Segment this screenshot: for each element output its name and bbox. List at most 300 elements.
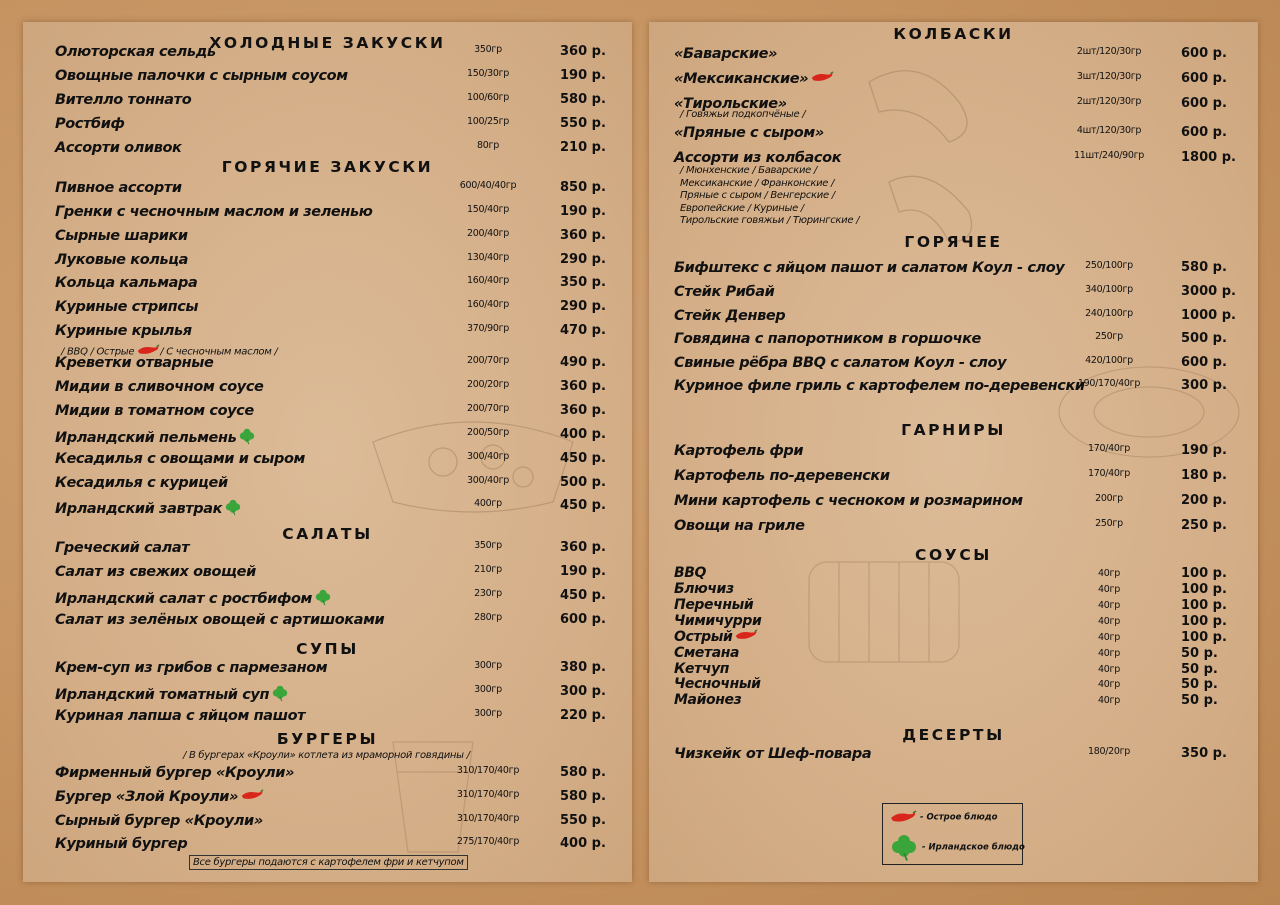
menu-item [23, 538, 632, 560]
menu-item-price: 290 р. [560, 299, 606, 314]
menu-item [23, 90, 632, 112]
menu-item [23, 114, 632, 136]
menu-item-name [674, 645, 739, 661]
menu-item-price: 350 р. [560, 275, 606, 290]
menu-item-weight: 240/100гр [1085, 308, 1133, 319]
menu-item-name-text: Стейк Рибай [674, 284, 775, 300]
menu-item-name-text: Картофель по-деревенски [674, 468, 890, 484]
menu-item-price: 600 р. [1181, 355, 1227, 370]
menu-item-price: 600 р. [1181, 96, 1227, 111]
menu-item-name-text: Кесадилья с овощами и сыром [55, 451, 306, 467]
menu-item-weight: 350гр [474, 540, 502, 551]
menu-item-price: 500 р. [1181, 331, 1227, 346]
menu-item-price: 290 р. [560, 252, 606, 267]
menu-item-name-text: Салат из свежих овощей [55, 564, 256, 580]
section-heading: ДЕСЕРТЫ [902, 726, 1005, 744]
menu-item-weight: 40гр [1098, 584, 1120, 595]
menu-item [649, 44, 1258, 66]
menu-item [23, 377, 632, 399]
menu-item-name [674, 661, 729, 677]
menu-item-name [674, 676, 761, 692]
menu-item-weight: 300/40гр [466, 475, 510, 486]
menu-item-name [674, 308, 785, 324]
menu-item [23, 496, 632, 518]
menu-item [23, 811, 632, 833]
menu-item-name-text: Гренки с чесночным маслом и зеленью [55, 204, 373, 220]
menu-item [649, 282, 1258, 304]
menu-item [23, 610, 632, 632]
chili-icon [136, 344, 160, 359]
menu-item-weight: 40гр [1098, 600, 1120, 611]
menu-item-name [674, 150, 841, 166]
section-heading: ХОЛОДНЫЕ ЗАКУСКИ [209, 34, 446, 52]
menu-item [23, 449, 632, 471]
menu-item-price: 360 р. [560, 228, 606, 243]
menu-item-price: 600 р. [1181, 46, 1227, 61]
menu-item-price: 550 р. [560, 116, 606, 131]
menu-item [649, 376, 1258, 398]
menu-item-price: 1000 р. [1181, 308, 1236, 323]
menu-item-name-text: Сырный бургер «Кроули» [55, 813, 263, 829]
menu-item-weight: 300гр [474, 684, 502, 695]
menu-item-name-text: Мидии в сливочном соусе [55, 379, 264, 395]
menu-item-price: 100 р. [1181, 566, 1227, 581]
menu-item-name [55, 427, 256, 449]
menu-item-weight: 130/40гр [466, 252, 510, 263]
menu-item-name-text: Чимичурри [674, 613, 762, 629]
menu-item-name [55, 564, 256, 580]
menu-item-price: 190 р. [560, 68, 606, 83]
menu-item-weight: 200/40гр [466, 228, 510, 239]
menu-item-price: 360 р. [560, 379, 606, 394]
menu-item [23, 178, 632, 200]
menu-item-name [674, 613, 761, 629]
menu-item-name-text: Свиные рёбра BBQ с салатом Коул - слоу [674, 355, 1007, 371]
menu-item-name-text: Креветки отварные [55, 355, 214, 371]
menu-item-price: 550 р. [560, 813, 606, 828]
menu-item-price: 300 р. [560, 684, 606, 699]
menu-item-price: 400 р. [560, 836, 606, 851]
menu-item [649, 306, 1258, 328]
menu-item [23, 562, 632, 584]
menu-item-name-text: «Мексиканские» [674, 71, 809, 87]
menu-item-price: 250 р. [1181, 518, 1227, 533]
menu-item-weight: 40гр [1098, 568, 1120, 579]
menu-item-name-text: Куриный бургер [55, 836, 188, 852]
assorti-note-line: Тирольские говяжьи / Тюрингские / [680, 215, 860, 226]
menu-item [23, 682, 632, 704]
menu-item-price: 200 р. [1181, 493, 1227, 508]
section-heading: СОУСЫ [915, 546, 992, 564]
menu-item-name-text: Сырные шарики [55, 228, 188, 244]
menu-item-name [674, 493, 1023, 509]
menu-item-weight: 310/170/40гр [456, 789, 520, 800]
menu-item-name-text: Луковые кольца [55, 252, 188, 268]
menu-item-name-text: Вителло тоннато [55, 92, 192, 108]
menu-item-weight: 300/40гр [466, 451, 510, 462]
menu-item-price: 380 р. [560, 660, 606, 675]
menu-item [649, 516, 1258, 538]
menu-item-name [55, 660, 327, 676]
menu-item [23, 425, 632, 447]
menu-item-weight: 420/100гр [1085, 355, 1133, 366]
menu-item-name-text: Бифштекс с яйцом пашот и салатом Коул - слоу [674, 260, 1065, 276]
menu-item-name [55, 498, 242, 520]
menu-item-name-text: Говядина с папоротником в горшочке [674, 331, 981, 347]
menu-item-price: 100 р. [1181, 630, 1227, 645]
menu-item-name [674, 565, 706, 581]
menu-item [23, 763, 632, 785]
menu-item-weight: 180/20гр [1087, 746, 1131, 757]
menu-item-price: 450 р. [560, 498, 606, 513]
section-heading: ГАРНИРЫ [901, 421, 1006, 439]
menu-item-name-text: Крем-суп из грибов с пармезаном [55, 660, 328, 676]
menu-item-name [55, 540, 189, 556]
menu-item-name-text: BBQ [674, 565, 707, 581]
menu-item-price: 300 р. [1181, 378, 1227, 393]
menu-item-name [55, 403, 254, 419]
menu-item-weight: 310/170/40гр [456, 813, 520, 824]
menu-item [23, 250, 632, 272]
menu-item-price: 470 р. [560, 323, 606, 338]
menu-item-name [55, 204, 372, 220]
wings-note-a: / BBQ / Острые [61, 346, 135, 358]
menu-item-weight: 100/60гр [466, 92, 510, 103]
menu-item-name [55, 765, 294, 781]
menu-item [649, 466, 1258, 488]
menu-item-name-text: Перечный [674, 597, 754, 613]
menu-item-weight: 200/70гр [466, 403, 510, 414]
section-heading: ГОРЯЧЕЕ [904, 233, 1003, 251]
menu-item [23, 202, 632, 224]
menu-item-name [55, 612, 384, 628]
menu-item-name [674, 125, 824, 141]
menu-item-weight: 170/40гр [1087, 443, 1131, 454]
menu-item-weight: 250гр [1095, 518, 1123, 529]
menu-item-price: 360 р. [560, 540, 606, 555]
menu-item-name-text: Стейк Денвер [674, 308, 786, 324]
menu-item-name-text: Острый [674, 629, 733, 645]
menu-item-weight: 2шт/120/30гр [1076, 46, 1142, 57]
menu-item-weight: 600/40/40гр [459, 180, 517, 191]
menu-item-name-text: Фирменный бургер «Кроули» [55, 765, 295, 781]
menu-item-name [674, 71, 834, 87]
clover-icon [224, 498, 242, 520]
menu-item [649, 258, 1258, 280]
menu-item-price: 850 р. [560, 180, 606, 195]
menu-page-right [649, 22, 1258, 882]
menu-item-price: 100 р. [1181, 598, 1227, 613]
menu-item-name [674, 355, 1006, 371]
menu-item [23, 273, 632, 295]
menu-item-weight: 3шт/120/30гр [1076, 71, 1142, 82]
menu-item-name [674, 378, 1085, 394]
wings-note-b: / С чесночным маслом / [160, 346, 278, 358]
menu-page-left [23, 22, 632, 882]
section-heading: БУРГЕРЫ [276, 730, 379, 748]
menu-item-name-text: Чизкейк от Шеф-повара [674, 746, 872, 762]
menu-item-price: 600 р. [1181, 71, 1227, 86]
menu-item-price: 400 р. [560, 427, 606, 442]
chili-icon [240, 789, 264, 805]
menu-item-price: 50 р. [1181, 693, 1218, 708]
menu-item-name [55, 379, 263, 395]
menu-item-weight: 200/50гр [466, 427, 510, 438]
menu-item-price: 490 р. [560, 355, 606, 370]
menu-item-name-text: Овощные палочки с сырным соусом [55, 68, 348, 84]
legend-spicy-text: - Острое блюдо [919, 812, 998, 823]
menu-item [649, 692, 1258, 714]
clover-icon [314, 588, 332, 610]
menu-item-weight: 230гр [474, 588, 502, 599]
menu-item-name [674, 581, 734, 597]
menu-item-name-text: Олюторская сельдь [55, 44, 216, 60]
menu-item-name-text: Кольца кальмара [55, 275, 198, 291]
menu-item [23, 401, 632, 423]
menu-item-name [674, 284, 774, 300]
menu-item-name [55, 180, 182, 196]
menu-item-name [55, 92, 191, 108]
menu-item-price: 450 р. [560, 451, 606, 466]
menu-item-name-text: Ирландский томатный суп [55, 687, 270, 703]
menu-item-price: 580 р. [560, 92, 606, 107]
menu-item [23, 787, 632, 809]
menu-item [649, 329, 1258, 351]
menu-item-name-text: Картофель фри [674, 443, 804, 459]
menu-item-name [55, 475, 228, 491]
menu-item-weight: 370/90гр [466, 323, 510, 334]
menu-item-name [55, 684, 289, 706]
menu-item-name [55, 588, 332, 610]
menu-item-price: 500 р. [560, 475, 606, 490]
menu-item-weight: 80гр [477, 140, 499, 151]
menu-item-price: 100 р. [1181, 614, 1227, 629]
menu-item-weight: 4шт/120/30гр [1076, 125, 1142, 136]
menu-item-name-text: «Баварские» [674, 46, 778, 62]
menu-item-name-text: Ростбиф [55, 116, 125, 132]
menu-item-price: 580 р. [1181, 260, 1227, 275]
menu-item-name [55, 228, 188, 244]
menu-item-name-text: Ирландский пельмень [55, 430, 237, 446]
burgers-footer-note: Все бургеры подаются с картофелем фри и кетчупом [189, 855, 468, 870]
chili-icon [734, 629, 758, 645]
menu-item-name [674, 443, 803, 459]
menu-item-price: 600 р. [1181, 125, 1227, 140]
menu-item-weight: 400гр [474, 498, 502, 509]
menu-item-weight: 150/30гр [466, 68, 510, 79]
menu-item-weight: 40гр [1098, 679, 1120, 690]
menu-item-weight: 200гр [1095, 493, 1123, 504]
menu-item-price: 450 р. [560, 588, 606, 603]
menu-item-weight: 170/40гр [1087, 468, 1131, 479]
menu-item [23, 706, 632, 728]
menu-item-name-text: «Пряные с сыром» [674, 125, 824, 141]
menu-item [23, 42, 632, 64]
legend-spicy [887, 810, 997, 824]
menu-item-name [55, 252, 188, 268]
assorti-note-line: Пряные с сыром / Венгерские / [680, 190, 835, 201]
menu-item-price: 1800 р. [1181, 150, 1236, 165]
menu-item-weight: 250/100гр [1085, 260, 1133, 271]
menu-item-price: 190 р. [1181, 443, 1227, 458]
menu-item-weight: 280гр [474, 612, 502, 623]
menu-item-weight: 200/70гр [466, 355, 510, 366]
menu-item-price: 50 р. [1181, 646, 1218, 661]
clover-icon [238, 427, 256, 449]
menu-item-price: 580 р. [560, 765, 606, 780]
menu-item-price: 350 р. [1181, 746, 1227, 761]
menu-item-weight: 350гр [474, 44, 502, 55]
menu-item [649, 744, 1258, 766]
menu-item-weight: 340/100гр [1085, 284, 1133, 295]
legend-irish-text: - Ирландское блюдо [921, 842, 1025, 853]
menu-item-name-text: Куриное филе гриль с картофелем по-деревенски [674, 378, 1085, 394]
menu-item-weight: 40гр [1098, 648, 1120, 659]
section-heading: КОЛБАСКИ [893, 25, 1014, 43]
clover-icon [271, 684, 289, 706]
menu-item-name [674, 46, 777, 62]
menu-item-name-text: Ирландский салат с ростбифом [55, 591, 312, 607]
menu-item-weight: 2шт/120/30гр [1076, 96, 1142, 107]
menu-item-name-text: Ассорти оливок [55, 140, 182, 156]
menu-item-name [55, 275, 197, 291]
legend-irish [887, 832, 1025, 862]
wings-note [61, 344, 277, 359]
menu-item-name-text: Мини картофель с чесноком и розмарином [674, 493, 1023, 509]
menu-item-price: 580 р. [560, 789, 606, 804]
menu-item-name [55, 451, 305, 467]
legend-box [882, 803, 1023, 865]
menu-item-weight: 40гр [1098, 616, 1120, 627]
menu-item [649, 441, 1258, 463]
menu-item-price: 190 р. [560, 564, 606, 579]
menu-item-name-text: Куриные стрипсы [55, 299, 199, 315]
menu-item-name [55, 116, 124, 132]
menu-item-name [674, 629, 758, 645]
menu-item-weight: 160/40гр [466, 299, 510, 310]
menu-item [649, 491, 1258, 513]
menu-item-price: 100 р. [1181, 582, 1227, 597]
menu-item-name [55, 140, 182, 156]
menu-item [23, 586, 632, 608]
menu-item-price: 3000 р. [1181, 284, 1236, 299]
assorti-note-line: Мексиканские / Франконские / [680, 177, 835, 189]
menu-item-name [674, 746, 871, 762]
menu-item [23, 66, 632, 88]
menu-item [23, 834, 632, 856]
menu-item-name [674, 597, 753, 613]
menu-item-name [55, 68, 348, 84]
menu-item-name-text: «Тирольские» [674, 96, 787, 112]
menu-item-weight: 150/40гр [466, 204, 510, 215]
menu-item [649, 69, 1258, 91]
menu-item-weight: 275/170/40гр [456, 836, 520, 847]
menu-item-weight: 40гр [1098, 695, 1120, 706]
menu-item-weight: 160/40гр [466, 275, 510, 286]
menu-item-name [55, 836, 187, 852]
chili-icon [810, 71, 834, 87]
menu-item-name [55, 708, 305, 724]
menu-item-name-text: Ассорти из колбасок [674, 150, 842, 166]
menu-item-weight: 100/25гр [466, 116, 510, 127]
menu-item-name-text: Чесночный [674, 676, 761, 692]
menu-item-name-text: Мидии в томатном соусе [55, 403, 254, 419]
menu-item-name [674, 468, 890, 484]
assorti-note-line: Европейские / Куриные / [680, 202, 804, 214]
menu-item-price: 50 р. [1181, 662, 1218, 677]
menu-item-price: 50 р. [1181, 677, 1218, 692]
menu-item-name [674, 692, 741, 708]
menu-item [649, 353, 1258, 375]
menu-item-name [55, 813, 263, 829]
menu-item-price: 360 р. [560, 44, 606, 59]
menu-item [23, 297, 632, 319]
menu-item-name [55, 323, 192, 339]
section-heading: СУПЫ [296, 640, 359, 658]
menu-item-weight: 40гр [1098, 632, 1120, 643]
burgers-note: / В бургерах «Кроули» котлета из мраморной говядины / [183, 750, 470, 761]
menu-item-weight: 210гр [474, 564, 502, 575]
menu-item-name-text: Куриные крылья [55, 323, 192, 339]
chili-icon [889, 810, 917, 824]
clover-icon [889, 832, 919, 862]
menu-item [23, 658, 632, 680]
menu-item-name-text: Пивное ассорти [55, 180, 182, 196]
menu-item-name-text: Кесадилья с курицей [55, 475, 228, 491]
menu-item-name-text: Салат из зелёных овощей с артишоками [55, 612, 385, 628]
menu-item-name [674, 260, 1064, 276]
tyrol-note: / Говяжьи подкопчёные / [680, 109, 806, 120]
menu-item-weight: 310/170/40гр [456, 765, 520, 776]
menu-item [23, 321, 632, 343]
menu-item-weight: 300гр [474, 708, 502, 719]
menu-item [23, 138, 632, 160]
section-heading: САЛАТЫ [282, 525, 373, 543]
menu-item-name-text: Майонез [674, 692, 742, 708]
menu-item-name [674, 518, 805, 534]
assorti-note-line: / Мюнхенские / Баварские / [680, 165, 817, 176]
menu-item-name-text: Блючиз [674, 581, 734, 597]
menu-item [23, 473, 632, 495]
menu-item-weight: 40гр [1098, 664, 1120, 675]
menu-item-name-text: Греческий салат [55, 540, 190, 556]
menu-item-price: 360 р. [560, 403, 606, 418]
menu-item-name-text: Овощи на гриле [674, 518, 805, 534]
menu-item-name-text: Куриная лапша с яйцом пашот [55, 708, 306, 724]
menu-item-weight: 300гр [474, 660, 502, 671]
menu-item-price: 180 р. [1181, 468, 1227, 483]
menu-item-price: 210 р. [560, 140, 606, 155]
menu-item-name-text: Бургер «Злой Кроули» [55, 789, 239, 805]
menu-item-weight: 190/170/40гр [1077, 378, 1141, 389]
menu-item-name [55, 789, 264, 805]
menu-item-name [55, 44, 216, 60]
menu-item-name-text: Сметана [674, 645, 740, 661]
menu-item-name [55, 299, 198, 315]
menu-item-price: 220 р. [560, 708, 606, 723]
menu-item-name-text: Кетчуп [674, 661, 730, 677]
menu-item-price: 190 р. [560, 204, 606, 219]
menu-item-weight: 200/20гр [466, 379, 510, 390]
menu-item-weight: 11шт/240/90гр [1073, 150, 1145, 161]
menu-item-weight: 250гр [1095, 331, 1123, 342]
menu-item [23, 226, 632, 248]
menu-item [649, 123, 1258, 145]
menu-item-name-text: Ирландский завтрак [55, 501, 223, 517]
menu-item-price: 600 р. [560, 612, 606, 627]
menu-item-name [674, 331, 981, 347]
section-heading: ГОРЯЧИЕ ЗАКУСКИ [221, 158, 434, 176]
